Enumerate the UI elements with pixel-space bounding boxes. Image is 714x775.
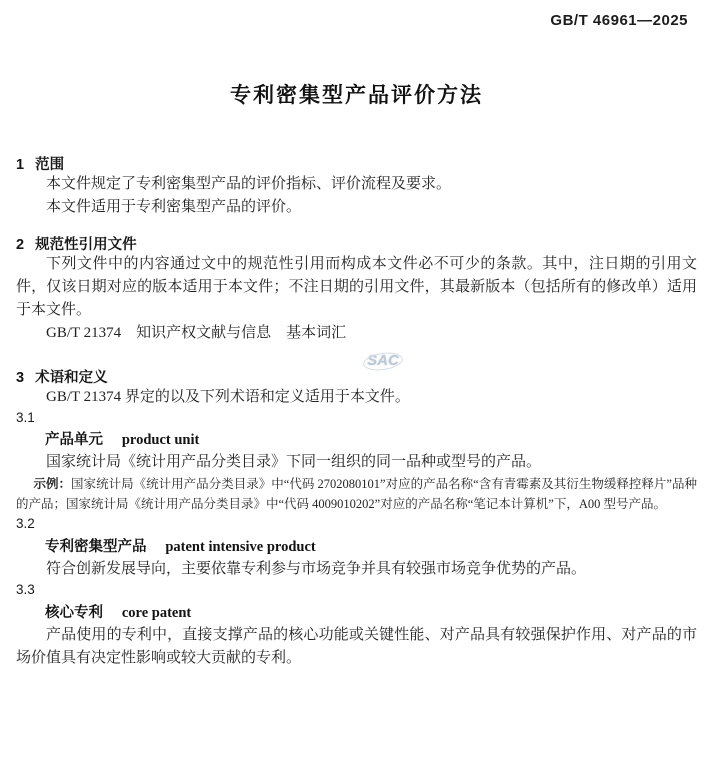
standard-number: GB/T 46961—2025 bbox=[550, 12, 688, 29]
example-note bbox=[16, 474, 697, 514]
terms-intro-paragraph: GB/T 21374 界定的以及下列术语和定义适用于本文件。 bbox=[46, 389, 410, 405]
definition-core-patent: 产品使用的专利中，直接支撑产品的核心功能或关键性能、对产品具有较强保护作用、对产品的市场价值具有决定性影响或较大贡献的专利。 bbox=[16, 627, 697, 666]
scope-paragraph-2: 本文件适用于专利密集型产品的评价。 bbox=[46, 199, 302, 215]
term-en-product-unit: product unit bbox=[121, 432, 200, 448]
term-zh-core-patent: 核心专利 bbox=[45, 605, 103, 621]
term-zh-patent-intensive-product: 专利密集型产品 bbox=[45, 539, 147, 555]
document-title: 专利密集型产品评价方法 bbox=[230, 84, 483, 107]
scope-paragraph-1: 本文件规定了专利密集型产品的评价指标、评价流程及要求。 bbox=[46, 176, 452, 192]
term-en-patent-intensive-product: patent intensive product bbox=[165, 539, 316, 555]
clause-number-3-1: 3.1 bbox=[16, 410, 35, 425]
term-line-core-patent bbox=[16, 602, 697, 624]
section-2-heading bbox=[16, 237, 697, 253]
section-1-heading bbox=[16, 157, 697, 173]
section-3-heading bbox=[16, 370, 697, 386]
section-3-title: 术语和定义 bbox=[35, 370, 108, 386]
example-text: 国家统计局《统计用产品分类目录》中“代码 2702080101”对应的产品名称“含有青霉素及其衍生物缓释控释片”品种的产品；国家统计局《统计用产品分类目录》中“代码 4009010202”对应的产品名称“笔记本计算机”下，A00 型号产品。 bbox=[16, 477, 697, 511]
example-label: 示例： bbox=[33, 477, 72, 491]
definition-product-unit: 国家统计局《统计用产品分类目录》下同一组织的同一品种或型号的产品。 bbox=[46, 454, 542, 470]
section-2-number: 2 bbox=[16, 237, 25, 253]
term-en-core-patent: core patent bbox=[121, 605, 192, 621]
sac-watermark-logo: SAC bbox=[362, 347, 404, 375]
clause-number-3-2: 3.2 bbox=[16, 516, 35, 531]
section-2-title: 规范性引用文件 bbox=[35, 237, 137, 253]
term-line-product-unit bbox=[16, 429, 697, 451]
section-1-title: 范围 bbox=[35, 157, 65, 173]
definition-patent-intensive-product: 符合创新发展导向，主要依靠专利参与市场竞争并具有较强市场竞争优势的产品。 bbox=[46, 561, 587, 577]
term-line-patent-intensive-product bbox=[16, 536, 697, 558]
normative-reference-entry: GB/T 21374 知识产权文献与信息 基本词汇 bbox=[46, 325, 347, 341]
term-zh-product-unit: 产品单元 bbox=[45, 432, 103, 448]
clause-number-3-3: 3.3 bbox=[16, 582, 35, 597]
section-3-number: 3 bbox=[16, 370, 25, 386]
normative-references-paragraph: 下列文件中的内容通过文中的规范性引用而构成本文件必不可少的条款。其中，注日期的引用文件，仅该日期对应的版本适用于本文件；不注日期的引用文件，其最新版本（包括所有的修改单）适用于本文件。 bbox=[16, 256, 697, 318]
section-1-number: 1 bbox=[16, 157, 25, 173]
